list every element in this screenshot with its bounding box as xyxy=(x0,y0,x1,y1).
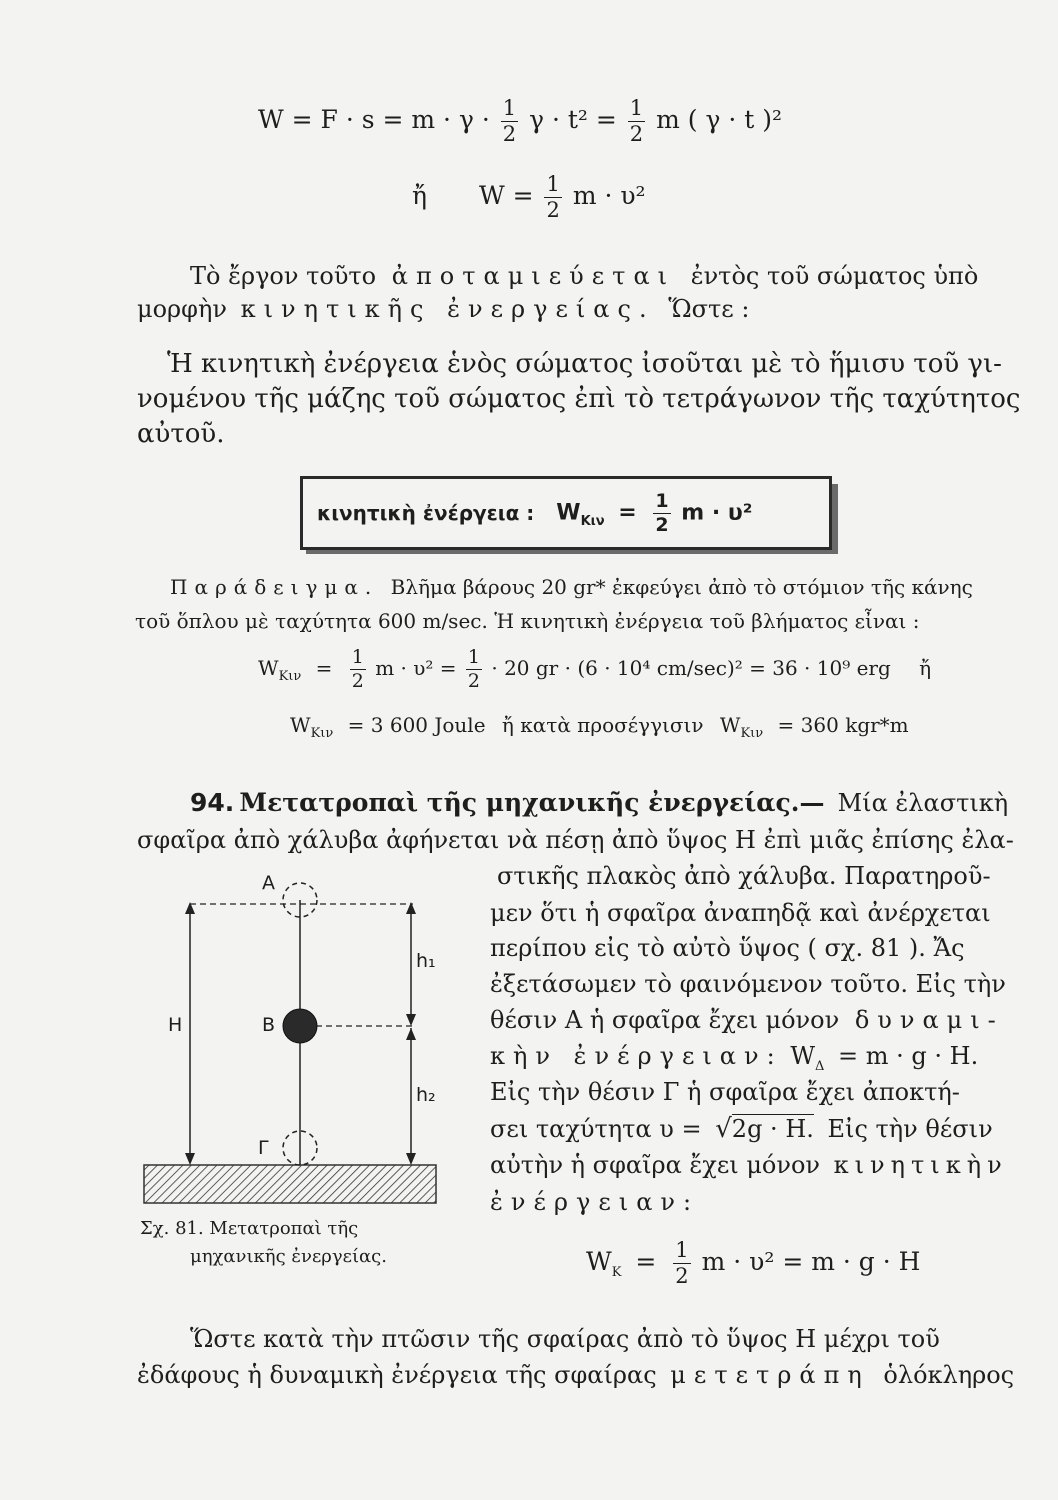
section-title: Μετατροπαὶ τῆς μηχανικῆς ἐνεργείας.— xyxy=(239,788,825,817)
fraction-numerator: 1 xyxy=(502,96,517,120)
definition-line-3: αὐτοῦ. xyxy=(137,419,225,449)
symbol: = xyxy=(315,656,333,680)
fraction-denominator: 2 xyxy=(546,198,560,222)
figure-caption-line-1: Σχ. 81. Μετατροπαὶ τῆς xyxy=(140,1218,359,1239)
text: θέσιν Α ἡ σφαῖρα ἔχει μόνον xyxy=(490,1006,840,1034)
formula-label: κινητικὴ ἐνέργεια : xyxy=(317,501,535,525)
fraction-denominator: 2 xyxy=(467,670,480,692)
text: Βλῆμα βάρους 20 gr* ἐκφεύγει ἀπὸ τὸ στόμιον τῆς κάνης xyxy=(390,575,973,599)
fraction-denominator: 2 xyxy=(351,670,364,692)
symbol: = m · g · H. xyxy=(838,1042,979,1070)
column-line-2: μεν ὅτι ἡ σφαῖρα ἀναπηδᾷ καὶ ἀνέρχεται xyxy=(490,899,991,927)
fraction-denominator: 2 xyxy=(502,122,517,146)
fraction-half xyxy=(544,174,561,221)
spaced-text: κινητικῆς ἐνεργείας. xyxy=(240,295,655,323)
example-line-2: τοῦ ὅπλου μὲ ταχύτητα 600 m/sec. Ἡ κινητικὴ ἐνέργεια τοῦ βλήματος εἶναι : xyxy=(135,609,920,633)
subscript: Κιν xyxy=(740,726,764,741)
work-equation-lhs: W = F · s = m · γ · xyxy=(258,105,490,134)
ground-plate xyxy=(144,1165,436,1203)
text: ὁλόκληρος xyxy=(883,1361,1015,1389)
spaced-text: μετετράπη xyxy=(670,1361,870,1389)
fraction-numerator: 1 xyxy=(629,96,644,120)
label-G: Γ xyxy=(258,1137,269,1159)
spaced-text: ἐνέργειαν: xyxy=(490,1188,700,1216)
fraction-denominator: 2 xyxy=(655,513,669,536)
fraction-numerator: 1 xyxy=(655,489,669,512)
symbol: = xyxy=(618,500,637,525)
kinetic-energy-formula-box xyxy=(300,476,832,550)
column-line-5 xyxy=(490,1006,1004,1034)
fraction-numerator: 1 xyxy=(351,646,364,668)
work-equation-mid: γ · t² = xyxy=(529,105,617,134)
column-line-3: περίπου εἰς τὸ αὐτὸ ὕψος ( σχ. 81 ). Ἄς xyxy=(490,934,965,962)
fraction-numerator: 1 xyxy=(467,646,480,668)
symbol: m · υ² xyxy=(681,500,753,525)
closing-line-1: Ὥστε κατὰ τὴν πτῶσιν τῆς σφαίρας ἀπὸ τὸ ὕψος Η μέχρι τοῦ xyxy=(190,1325,940,1353)
sqrt-expression: √2g · H. xyxy=(715,1114,814,1144)
definition-line-1: Ἡ κινητικὴ ἐνέργεια ἑνὸς σώματος ἰσοῦται μὲ τὸ ἥμισυ τοῦ γι- xyxy=(167,349,1002,379)
subscript: Κιν xyxy=(580,513,605,529)
spaced-text: ἀποταμιεύεται xyxy=(391,262,676,290)
work-alt-lhs: W = xyxy=(478,181,534,210)
fraction-half xyxy=(466,648,482,691)
symbol: = xyxy=(635,1247,657,1276)
subscript: Κιν xyxy=(278,669,302,684)
fraction-half xyxy=(628,98,645,145)
arrow-head-icon xyxy=(406,1153,416,1165)
column-line-4: ἐξετάσωμεν τὸ φαινόμενον τοῦτο. Εἰς τὴν xyxy=(490,970,1006,998)
text: Μία ἐλαστικὴ xyxy=(837,789,1009,817)
text: Τὸ ἔργον τοῦτο xyxy=(190,262,377,290)
box-shadow xyxy=(832,484,838,552)
text: ἤ κατὰ προσέγγισιν xyxy=(501,713,704,737)
column-line-9 xyxy=(490,1151,1008,1179)
text: Ὥστε : xyxy=(668,295,750,323)
arrow-head-icon xyxy=(406,1014,416,1026)
work-equation-rhs: m ( γ · t )² xyxy=(656,105,782,134)
text: μορφὴν xyxy=(137,295,227,323)
symbol: W xyxy=(586,1247,612,1276)
example-equation-2 xyxy=(290,713,909,741)
or-word: ἤ xyxy=(919,656,932,680)
symbol: = 3 600 Joule xyxy=(347,713,486,737)
spaced-text: δυναμι- xyxy=(854,1006,1004,1034)
section-number: 94. xyxy=(190,788,235,817)
text: σει ταχύτητα υ = xyxy=(490,1115,702,1143)
box-shadow xyxy=(306,550,838,554)
symbol: W xyxy=(258,656,279,680)
symbol: W xyxy=(790,1042,815,1070)
text: ἐντὸς τοῦ σώματος ὑπὸ xyxy=(690,262,979,290)
column-line-8 xyxy=(490,1114,993,1144)
fraction-numerator: 1 xyxy=(546,172,560,196)
definition-line-2: νομένου τῆς μάζης τοῦ σώματος ἐπὶ τὸ τετράγωνον τῆς ταχύτητος xyxy=(137,384,1021,414)
fraction-half xyxy=(501,98,518,145)
label-h1: h₁ xyxy=(416,950,436,972)
paragraph-1-line-2 xyxy=(137,295,749,323)
column-line-6 xyxy=(490,1042,978,1074)
subscript: Δ xyxy=(815,1058,825,1074)
symbol: = 360 kgr*m xyxy=(777,713,909,737)
figure-81-drawing xyxy=(138,870,468,1220)
label-B: Β xyxy=(262,1014,276,1036)
spaced-text: κινητικὴν xyxy=(833,1151,1008,1179)
column-line-10 xyxy=(490,1188,699,1216)
label-A: Α xyxy=(262,872,275,894)
fraction-half xyxy=(350,648,366,691)
subscript: Κιν xyxy=(310,726,334,741)
or-word: ἤ xyxy=(412,181,427,210)
symbol: W xyxy=(556,500,581,525)
fraction-numerator: 1 xyxy=(675,1238,689,1262)
column-line-7: Εἰς τὴν θέσιν Γ ἡ σφαῖρα ἔχει ἀποκτή- xyxy=(490,1078,960,1106)
label-H: H xyxy=(168,1014,183,1036)
example-equation-1 xyxy=(258,648,931,691)
section-heading-line xyxy=(190,788,1008,817)
figure-81 xyxy=(138,870,468,1239)
fraction-denominator: 2 xyxy=(629,122,644,146)
example-line-1 xyxy=(170,575,973,599)
spaced-text: κὴν ἐνέργειαν: xyxy=(490,1042,783,1070)
fraction-denominator: 2 xyxy=(675,1264,689,1288)
ball-position-B xyxy=(283,1009,317,1043)
arrow-head-icon xyxy=(406,1028,416,1040)
arrow-head-icon xyxy=(406,902,416,914)
subscript: Κ xyxy=(611,1265,622,1280)
example-label: Παράδειγμα. xyxy=(170,575,379,599)
symbol: W xyxy=(719,713,741,737)
closing-line-2 xyxy=(137,1361,1014,1389)
label-h2: h₂ xyxy=(416,1084,436,1106)
final-equation xyxy=(586,1240,920,1287)
paragraph-1-line-1 xyxy=(190,262,978,290)
column-line-1: στικῆς πλακὸς ἀπὸ χάλυβα. Παρατηροῦ- xyxy=(497,862,991,890)
section-line-2: σφαῖρα ἀπὸ χάλυβα ἀφήνεται νὰ πέσῃ ἀπὸ ὕψος Η ἐπὶ μιᾶς ἐπίσης ἐλα- xyxy=(137,826,1014,854)
figure-caption-line-2: μηχανικῆς ἐνεργείας. xyxy=(190,1246,387,1267)
text: Εἰς τὴν θέσιν xyxy=(827,1115,993,1143)
symbol: m · υ² = m · g · H xyxy=(701,1247,921,1276)
symbol: W xyxy=(290,713,311,737)
formula xyxy=(556,489,753,536)
fraction-half xyxy=(653,489,670,536)
work-alt-rhs: m · υ² xyxy=(572,181,646,210)
work-equation-alt xyxy=(412,174,646,221)
symbol: m · υ² = xyxy=(375,656,457,680)
symbol: · 20 gr · (6 · 10⁴ cm/sec)² = 36 · 10⁹ erg xyxy=(491,656,891,680)
fraction-half xyxy=(673,1240,690,1287)
text: ἐδάφους ἡ δυναμικὴ ἐνέργεια τῆς σφαίρας xyxy=(137,1361,657,1389)
arrow-head-icon xyxy=(185,1153,195,1165)
text: αὐτὴν ἡ σφαῖρα ἔχει μόνον xyxy=(490,1151,820,1179)
work-equation xyxy=(258,98,782,145)
sqrt-radicand: 2g · H. xyxy=(731,1115,814,1143)
